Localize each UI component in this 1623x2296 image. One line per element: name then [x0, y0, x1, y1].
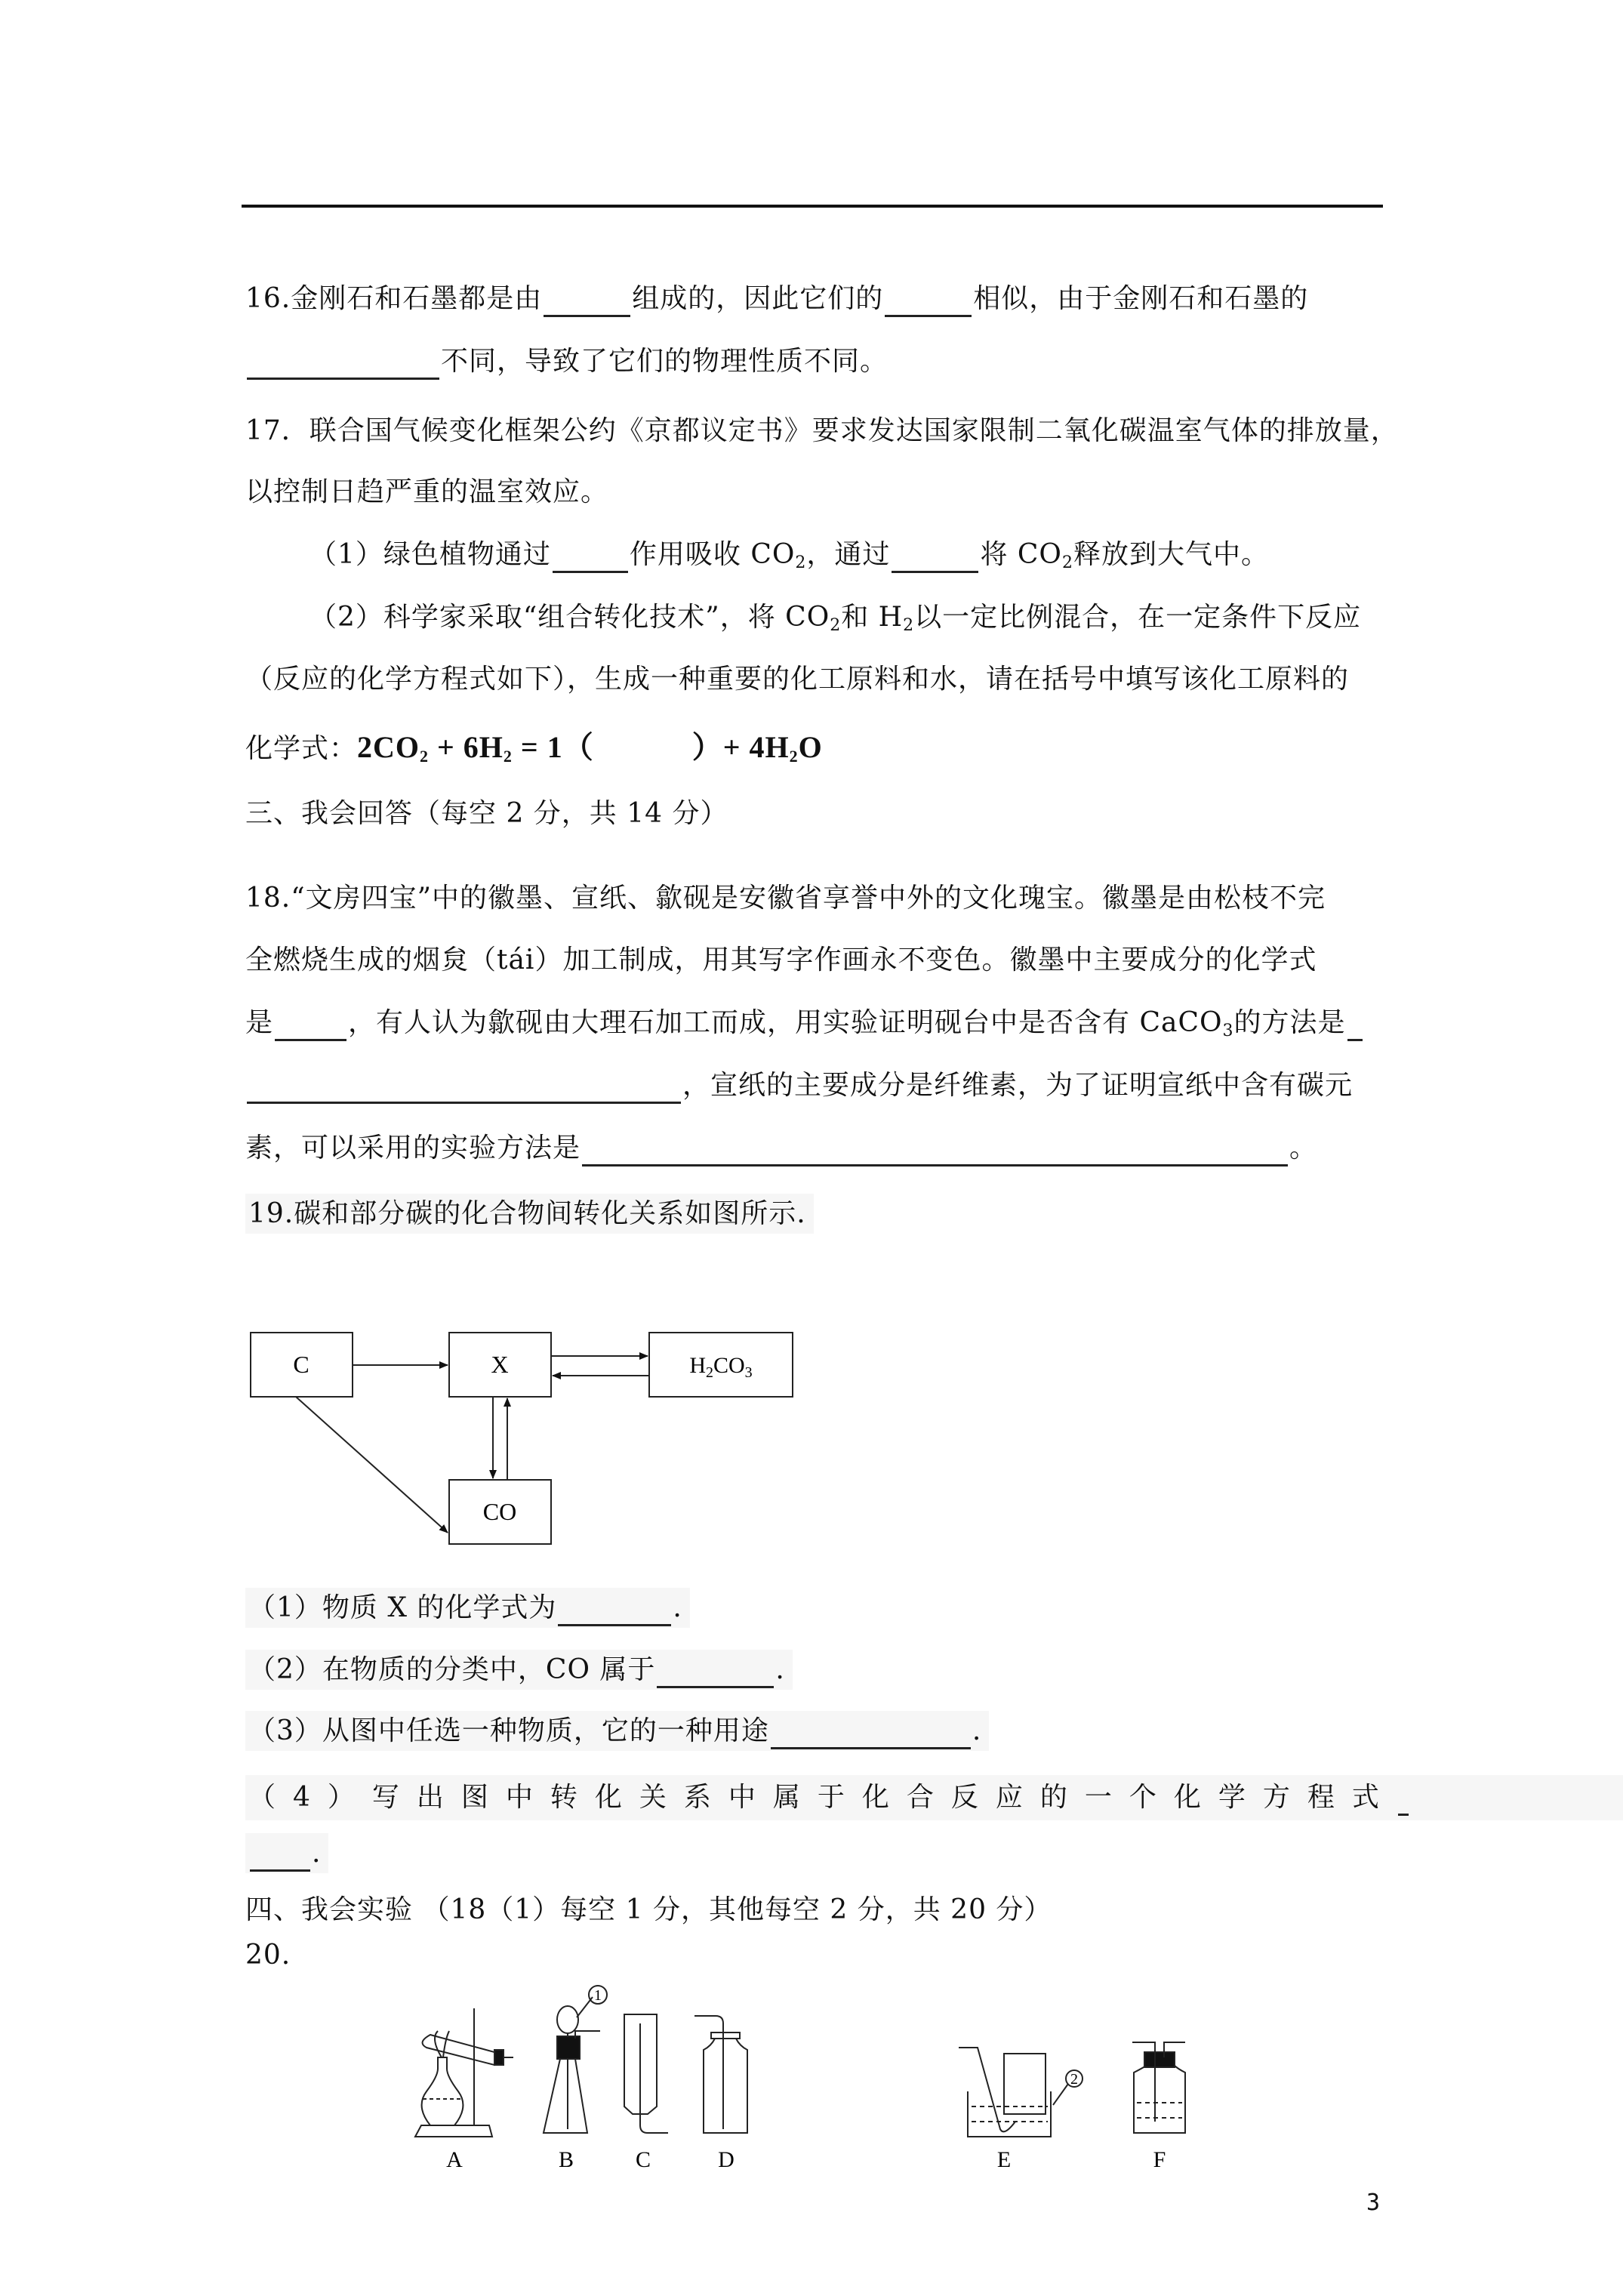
- answer-blank[interactable]: [553, 544, 628, 573]
- q16-text: 16.金刚石和石墨都是由: [245, 283, 543, 314]
- q17-text: 和 H: [841, 602, 904, 633]
- q17-text: 将 CO: [980, 539, 1062, 570]
- subscript: 2: [830, 616, 842, 635]
- answer-blank[interactable]: [275, 1012, 346, 1041]
- q19-text: （4）写出图中转化关系中属于化合反应的一个化学方程式: [248, 1782, 1397, 1813]
- apparatus-d: [694, 2016, 747, 2133]
- q17-equation: [245, 729, 823, 767]
- apparatus-b: [544, 1986, 607, 2133]
- q17-text: （2）科学家采取“组合转化技术”，将 CO: [310, 602, 830, 633]
- q19-part2: （2）在物质的分类中，CO 属于 .: [245, 1652, 793, 1688]
- answer-blank[interactable]: [885, 288, 972, 317]
- q17-text: （1）绿色植物通过: [310, 539, 551, 570]
- subscript: 3: [1222, 1022, 1234, 1040]
- q18-text: 的方法是: [1233, 1007, 1346, 1038]
- q18-line3: [245, 1005, 1364, 1041]
- apparatus-label-c: C: [635, 2147, 651, 2172]
- answer-blank[interactable]: [247, 350, 439, 380]
- lab-apparatus-figure: [408, 1978, 1359, 2174]
- q19-title-text: 19.碳和部分碳的化合物间转化关系如图所示.: [245, 1194, 814, 1234]
- q17-text: 以一定比例混合，在一定条件下反应: [914, 602, 1362, 633]
- q19-text: （3）从图中任选一种物质，它的一种用途: [248, 1715, 769, 1746]
- q17-part1: [310, 537, 1269, 573]
- answer-blank[interactable]: [544, 288, 630, 317]
- apparatus-e: [959, 2048, 1083, 2137]
- answer-blank[interactable]: [250, 1842, 310, 1872]
- answer-blank[interactable]: [1398, 1786, 1409, 1816]
- answer-blank[interactable]: [558, 1597, 671, 1626]
- q17-part2: [310, 599, 1361, 636]
- q18-text: ，有人认为歙砚由大理石加工而成，用实验证明砚台中是否含有 CaCO: [348, 1007, 1223, 1038]
- q16-text: 相似，由于金刚石和石墨的: [973, 283, 1309, 314]
- subscript: 2: [795, 553, 807, 572]
- q19-title: [245, 1196, 814, 1232]
- apparatus-f: [1132, 2042, 1185, 2133]
- answer-blank[interactable]: [771, 1720, 971, 1749]
- q18-line1: 18.“文房四宝”中的徽墨、宣纸、歙砚是安徽省享誉中外的文化瑰宝。徽墨是由松枝不完: [245, 883, 1326, 914]
- apparatus-label-a: A: [446, 2147, 463, 2172]
- q18-line2: 全燃烧生成的烟炱（tái）加工制成，用其写字作画永不变色。徽墨中主要成分的化学式: [245, 945, 1317, 975]
- q19-part1: （1）物质 X 的化学式为 .: [245, 1590, 690, 1626]
- q17-text: 释放到大气中。: [1073, 539, 1269, 570]
- q19-part4-line2: .: [245, 1835, 328, 1872]
- q19-text: （1）物质 X 的化学式为: [248, 1592, 557, 1623]
- answer-blank[interactable]: [892, 544, 978, 573]
- q16-text: 组成的，因此它们的: [632, 283, 884, 314]
- answer-blank[interactable]: [1347, 1012, 1363, 1041]
- q18-line4: [245, 1068, 1353, 1104]
- apparatus-c: [624, 2014, 668, 2133]
- arrow-c-to-co: [296, 1397, 448, 1533]
- q16-line1: [245, 281, 1308, 317]
- section3-title: 三、我会回答（每空 2 分，共 14 分）: [245, 798, 728, 829]
- page-number: 3: [1366, 2190, 1381, 2216]
- q18-line5: [245, 1130, 1317, 1166]
- q20-number: 20.: [245, 1940, 291, 1971]
- q17-line1: 17．联合国气候变化框架公约《京都议定书》要求发达国家限制二氧化碳温室气体的排放量，: [245, 415, 1399, 446]
- node-x-label: X: [491, 1351, 509, 1378]
- q18-text: 。: [1289, 1133, 1318, 1163]
- q17-text: ，通过: [806, 539, 891, 570]
- marker-2: 2: [1070, 2071, 1078, 2088]
- node-co-label: CO: [482, 1498, 517, 1525]
- node-c-label: C: [293, 1351, 310, 1378]
- section4-title: 四、我会实验 （18（1）每空 1 分，其他每空 2 分，共 20 分）: [245, 1894, 1052, 1925]
- equation-label: 化学式：: [245, 733, 358, 764]
- answer-blank[interactable]: [582, 1137, 1288, 1166]
- answer-blank[interactable]: [657, 1659, 774, 1688]
- apparatus-label-e: E: [996, 2147, 1012, 2172]
- q16-line2: [245, 344, 888, 380]
- q18-text: 是: [245, 1007, 274, 1038]
- q19-part4: [245, 1775, 1623, 1820]
- marker-1: 1: [594, 1987, 602, 2004]
- q19-part3: （3）从图中任选一种物质，它的一种用途 .: [245, 1713, 989, 1749]
- answer-blank[interactable]: [247, 1074, 681, 1104]
- header-rule: [242, 205, 1383, 208]
- subscript: 2: [1061, 553, 1073, 572]
- q17-part2-line2: （反应的化学方程式如下），生成一种重要的化工原料和水，请在括号中填写该化工原料的: [245, 664, 1350, 695]
- q18-text: ，宣纸的主要成分是纤维素，为了证明宣纸中含有碳元: [682, 1070, 1354, 1101]
- equation: $2CO_2 + 6H_2 = 1$（ ）+ $4H_2O$: [357, 730, 823, 766]
- apparatus-label-d: D: [718, 2147, 735, 2172]
- q18-text: 素，可以采用的实验方法是: [245, 1133, 581, 1163]
- apparatus-a: [415, 2008, 513, 2137]
- apparatus-label-f: F: [1153, 2147, 1166, 2172]
- node-h2co3-label: $H_2CO_3$: [689, 1353, 753, 1381]
- q16-text: 不同，导致了它们的物理性质不同。: [441, 346, 888, 377]
- q17-text: 作用吸收 CO: [629, 539, 796, 570]
- q17-line2: 以控制日趋严重的温室效应。: [245, 476, 609, 507]
- q19-text: （2）在物质的分类中，CO 属于: [248, 1654, 656, 1685]
- carbon-conversion-diagram: [242, 1321, 815, 1555]
- subscript: 2: [903, 616, 915, 635]
- apparatus-label-b: B: [558, 2147, 574, 2172]
